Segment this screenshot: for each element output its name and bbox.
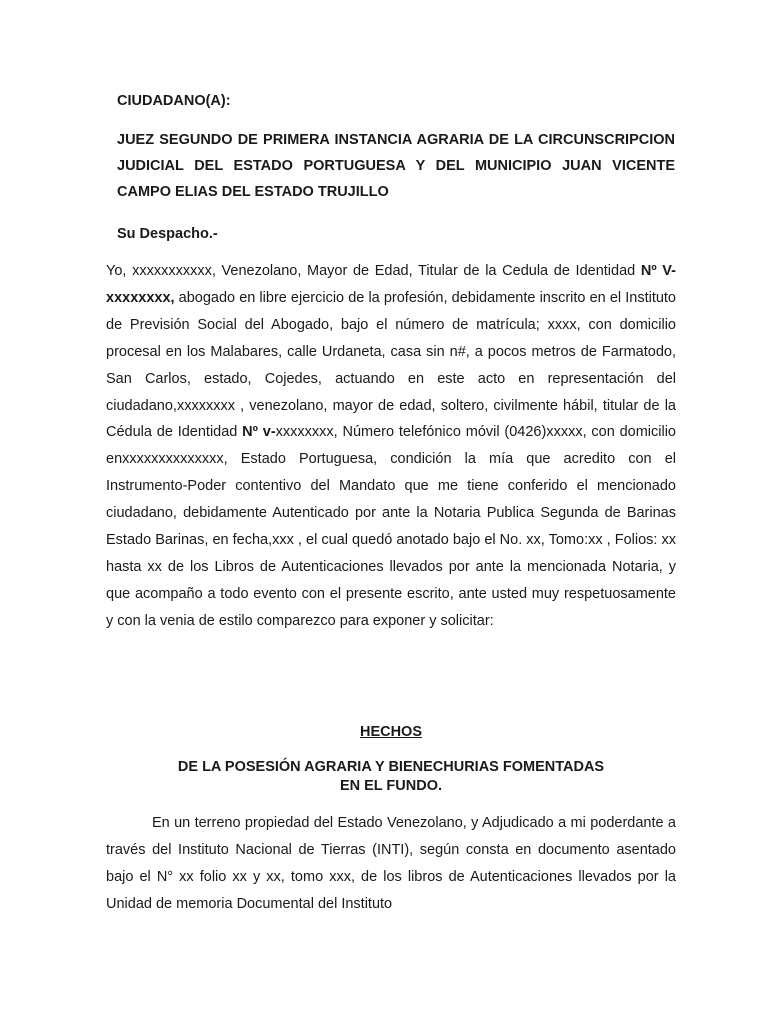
facts-paragraph: En un terreno propiedad del Estado Venezolano, y Adjudicado a mi poderdante a través del Instituto Nacional de Tierras (INTI), según consta en documento asentado bajo el N° xx folio xx y xx, tomo xxx, de los libros de Autenticaciones llevados por la Unidad de memoria Documental del Instituto xyxy=(106,815,676,912)
intro-paragraph xyxy=(106,258,676,635)
intro-text-1: Yo, xxxxxxxxxxx, Venezolano, Mayor de Edad, Titular de la Cedula de Identidad xyxy=(106,263,641,279)
intro-bold-id: Nº V-xxxxxxxx, xyxy=(106,263,676,306)
section-subtitle-line-1: DE LA POSESIÓN AGRARIA Y BIENECHURIAS FOMENTADAS xyxy=(177,759,605,775)
judge-heading: JUEZ SEGUNDO DE PRIMERA INSTANCIA AGRARIA DE LA CIRCUNSCRIPCION JUDICIAL DEL ESTADO PORTUGUESA Y DEL MUNICIPIO JUAN VICENTE CAMPO ELIAS DEL ESTADO TRUJILLO xyxy=(117,132,675,200)
addressee-heading: CIUDADANO(A): xyxy=(117,93,231,109)
intro-text-3: xxxxxxxx, Número telefónico móvil (0426)xxxxx, con domicilio enxxxxxxxxxxxxxx, Estado Portuguesa, condición la mía que acredito con el Instrumento-Poder contentivo del Mandato que me tiene conferido el mencionado ciudadano, debidamente Autenticado por ante la Notaria Publica Segunda de Barinas Estado Barinas, en fecha,xxx , el cual quedó anotado bajo el No. xx, Tomo:xx , Folios: xx hasta xx de los Libros de Autenticaciones llevados por ante la mencionada Notaria, y que acompaño a todo evento con el presente escrito, ante usted muy respetuosamente y con la venia de estilo comparezco para exponer y solicitar: xyxy=(106,424,676,629)
despacho-heading: Su Despacho.- xyxy=(117,226,218,242)
section-subtitle-line-2: EN EL FUNDO. xyxy=(339,778,443,794)
intro-bold-id-2: Nº v- xyxy=(242,424,276,441)
section-subtitle xyxy=(106,758,676,796)
intro-text-2: abogado en libre ejercicio de la profesión, debidamente inscrito en el Instituto de Previsión Social del Abogado, bajo el número de matrícula; xxxx, con domicilio procesal en los Malabares, calle Urdaneta, casa sin n#, a pocos metros de Farmatodo, San Carlos, estado, Cojedes, actuando en este acto en representación del ciudadano,xxxxxxxx , venezolano, mayor de edad, soltero, civilmente hábil, titular de la Cédula de Identidad xyxy=(106,289,676,441)
section-title: HECHOS xyxy=(359,724,423,740)
